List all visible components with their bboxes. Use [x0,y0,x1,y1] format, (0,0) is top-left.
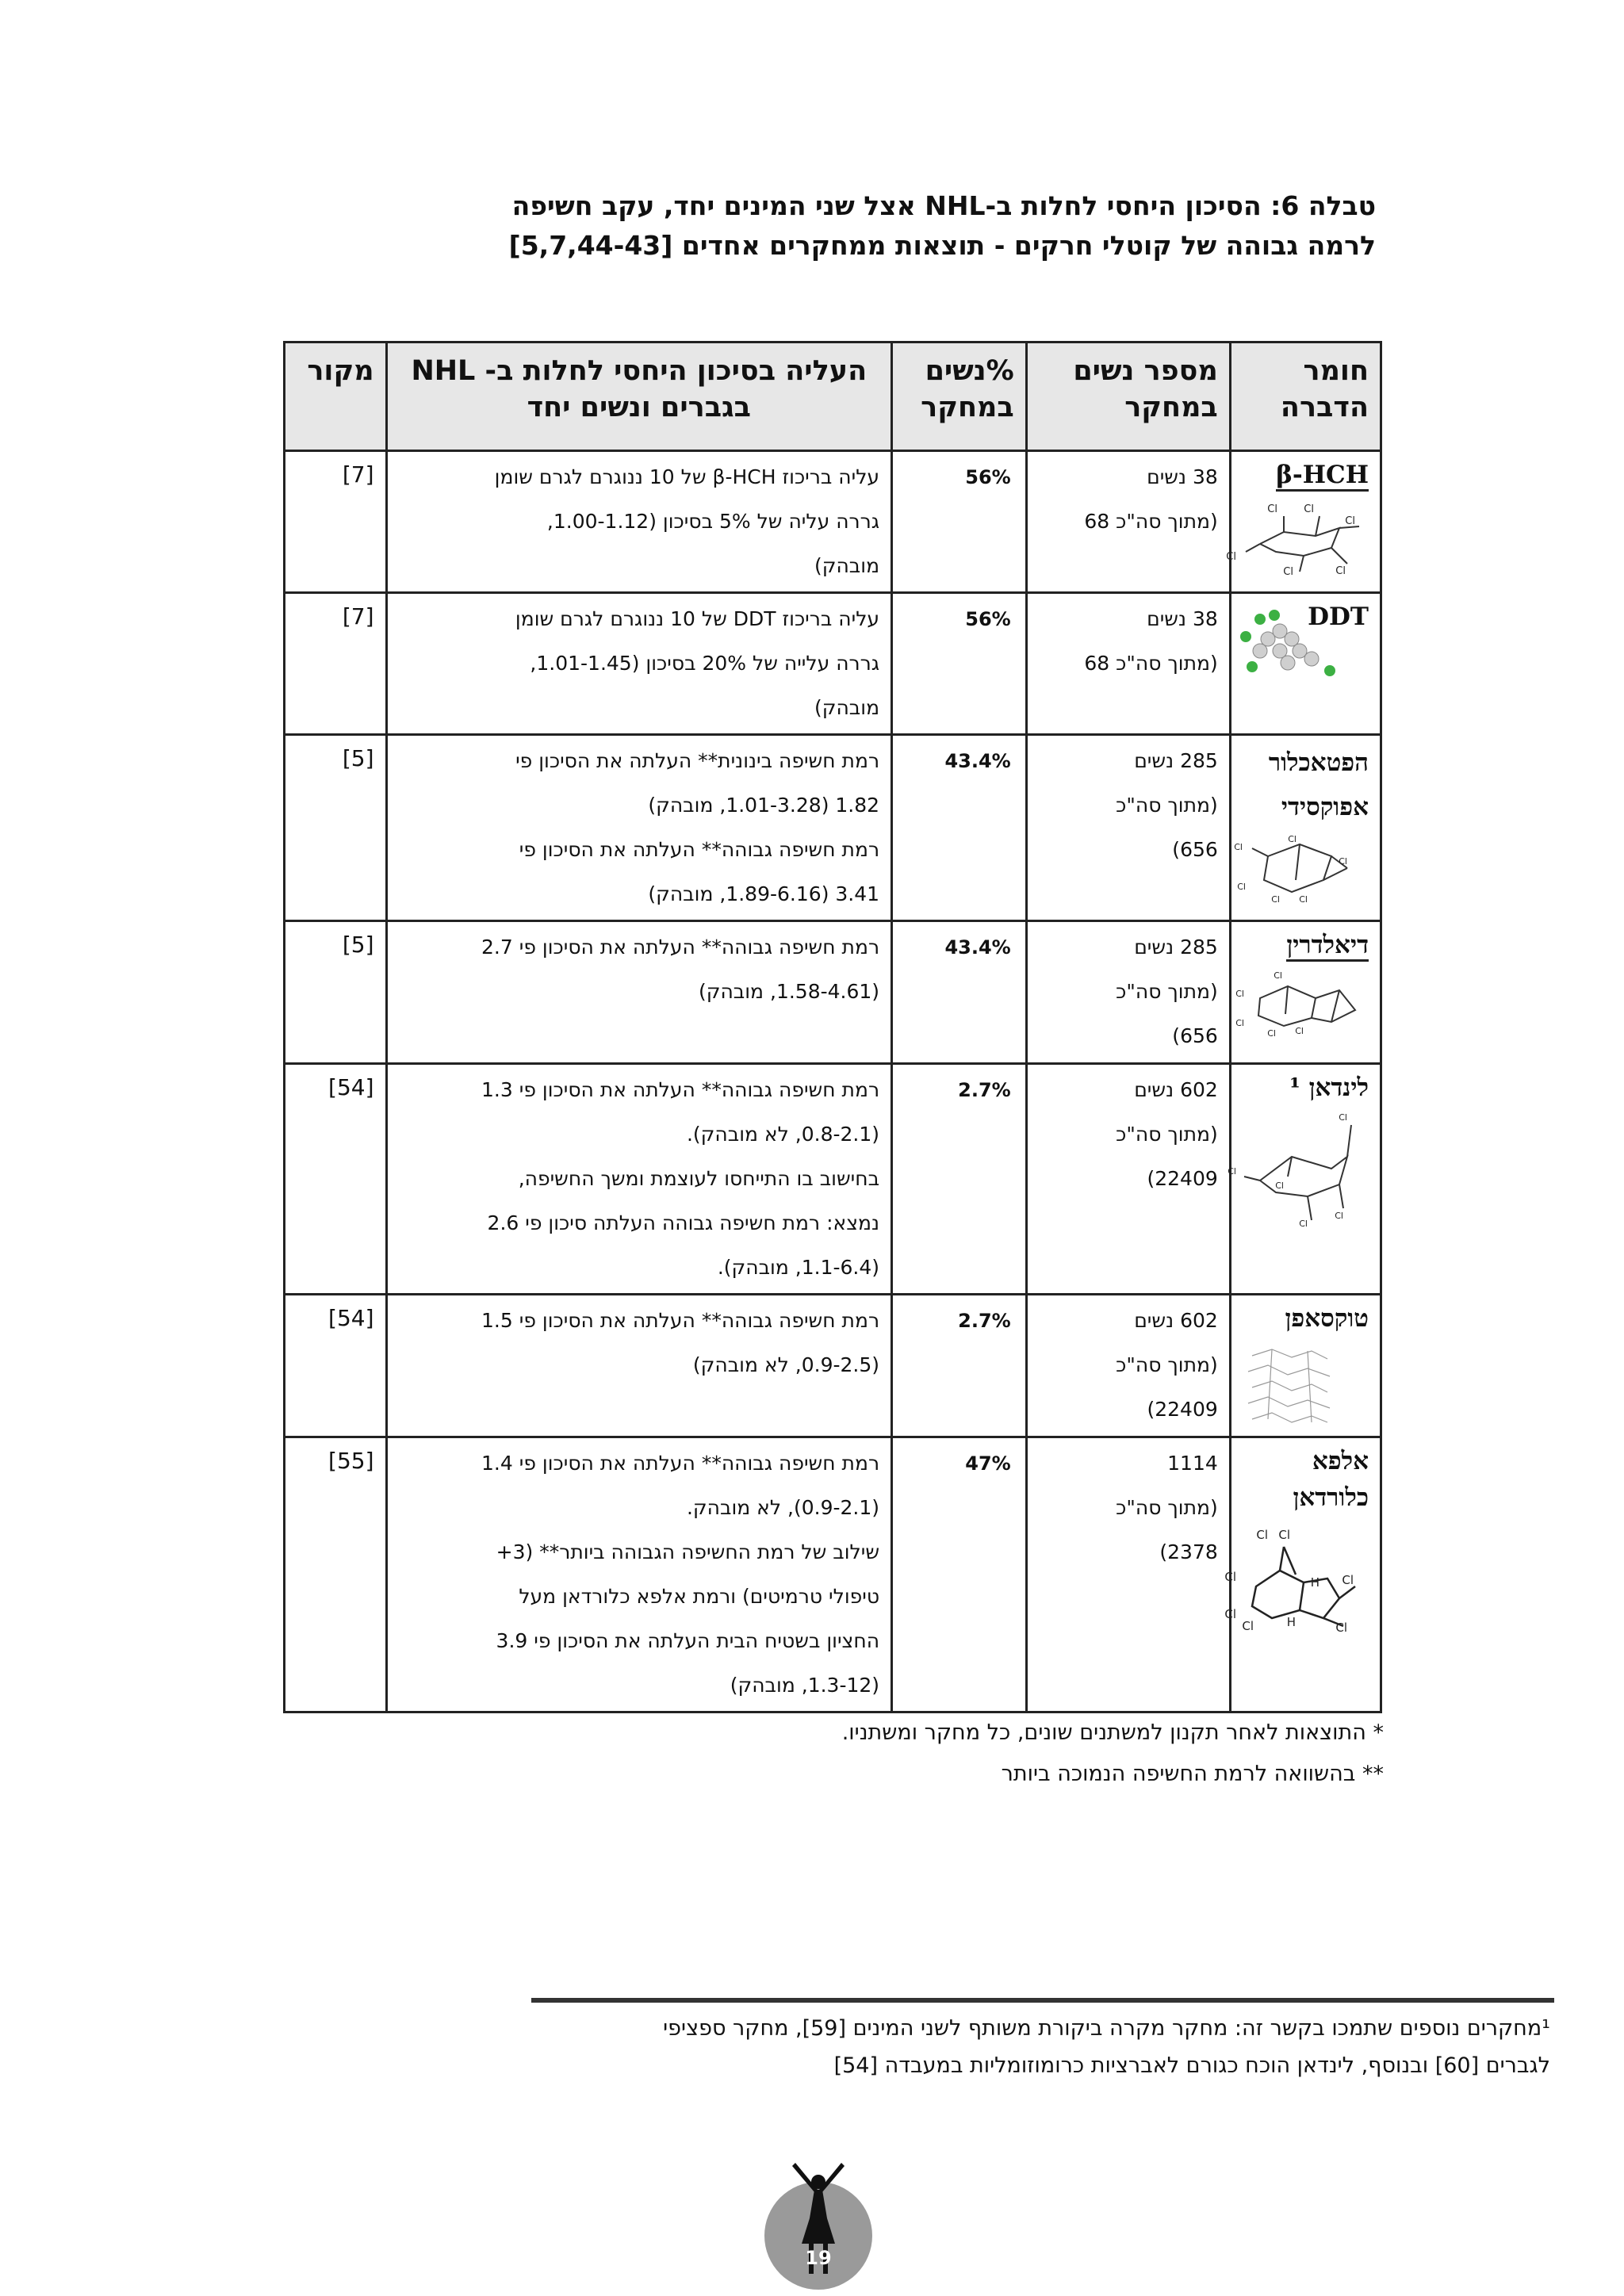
svg-text:Cl: Cl [1226,551,1236,563]
source-ref: [7] [342,603,374,629]
agent-name: DDT [1308,603,1369,631]
risk-line: מובהק) [814,554,880,577]
svg-text:Cl: Cl [1237,882,1246,892]
risk-line: רמת חשיפה בינונית** העלתה את הסיכון פי [515,749,880,772]
risk-line: החציון בשטיח הבית העלתה את הסיכון פי 3.9 [496,1629,880,1652]
risk-line: עליה בריכוז DDT של 10 ננוגרם לגרם שומן [515,607,880,630]
women-count: 285 נשים [1134,936,1218,959]
women-pct: 43.4% [944,750,1011,772]
svg-text:Cl: Cl [1304,503,1314,515]
svg-text:Cl: Cl [1234,842,1243,852]
women-count: 285 נשים [1134,749,1218,772]
women-total: (מתוך סה"כ [1116,1496,1218,1519]
svg-text:Cl: Cl [1228,1166,1236,1177]
table-row [285,735,1381,921]
page-number: 19 [805,2247,832,2269]
table-row [285,1295,1381,1437]
header-source: מקור [285,342,387,451]
women-count: 38 נשים [1147,607,1218,630]
dieldrin-molecule-icon [1236,966,1363,1038]
header-risk: העליה בסיכון היחסי לחלות ב- NHL בגברים ונשים יחד [386,342,892,451]
heptachlor-epoxide-molecule-icon [1236,832,1363,904]
agent-name: אלפא כלורדאן [1293,1447,1369,1512]
women-total: (מתוך סה"כ [1116,794,1218,817]
beta-hch-molecule-icon [1226,496,1371,578]
agent-name: β-HCH [1231,452,1380,493]
risk-line: גררה עלייה של 20% בסיכון (1.01-1.45, [530,652,880,675]
svg-text:H: H [1310,1575,1320,1590]
svg-text:Cl: Cl [1271,894,1280,905]
women-pct: 56% [965,466,1011,488]
risk-line: עליה בריכוז β-HCH של 10 ננוגרם לגרם שומן [494,465,880,488]
risk-line: טיפולי טרמיטים) ורמת אלפא כלורדאן מעל [519,1585,880,1608]
women-count: 38 נשים [1147,465,1218,488]
risk-line: גררה עליה של 5% בסיכון (1.00-1.12, [546,510,880,533]
risk-line: (0.9-2.1), לא מובהק. [686,1496,880,1519]
header-agent: חומר הדברה [1230,342,1381,451]
women-count: 602 נשים [1134,1309,1218,1332]
women-pct: 43.4% [944,936,1011,959]
risk-line: (1.3-12, מובהק) [730,1674,880,1697]
note-adjusted: * התוצאות לאחר תקנון למשתנים שונים, כל מחקר ומשתניו. [841,1720,1384,1745]
pesticide-risk-table [283,341,1382,1713]
svg-text:Cl: Cl [1235,1018,1244,1028]
women-pct: 2.7% [958,1079,1011,1101]
svg-text:Cl: Cl [1335,1211,1343,1221]
table-row [285,451,1381,593]
svg-text:Cl: Cl [1339,1112,1347,1123]
svg-text:Cl: Cl [1278,1528,1290,1542]
women-total: (מתוך סה"כ [1116,1123,1218,1146]
footnote-divider [531,1998,1554,2003]
svg-text:Cl: Cl [1235,989,1244,999]
svg-text:Cl: Cl [1288,834,1297,844]
table-title [508,186,1376,266]
svg-text:Cl: Cl [1256,1528,1268,1542]
note-comparison: ** בהשוואה לרמת החשיפה הנמוכה ביותר [1001,1762,1384,1786]
lindane-molecule-icon [1228,1109,1371,1229]
svg-text:Cl: Cl [1345,515,1355,527]
source-ref: [54] [328,1305,374,1331]
footnote-line-1: ¹מחקרים נוספים שתמכו בקשר זה: מחקר מקרה ביקורת משותף לשני המינים [59], מחקר ספציפי [663,2016,1550,2041]
women-count: 602 נשים [1134,1078,1218,1101]
women-total: 22409) [1147,1398,1218,1421]
women-total: (מתוך סה"כ [1116,980,1218,1003]
agent-name: דיאלדרין [1231,922,1380,963]
women-pct: 56% [965,608,1011,630]
source-ref: [5] [342,745,374,771]
svg-text:Cl: Cl [1342,1573,1354,1587]
table-title-line-1: טבלה 6: הסיכון היחסי לחלות ב-NHL אצל שני המינים יחד, עקב חשיפה [511,190,1376,221]
risk-line: 3.41 (1.89-6.16, מובהק) [648,882,880,905]
risk-line: נמצא: רמת חשיפה גבוהה העלתה סיכון פי 2.6 [487,1211,880,1234]
svg-text:Cl: Cl [1335,565,1346,577]
women-pct: 47% [965,1452,1011,1475]
women-total: 22409) [1147,1167,1218,1190]
alpha-chlordane-molecule-icon [1224,1519,1371,1638]
risk-line: מובהק) [814,696,880,719]
header-women-pct: %נשים במחקר [892,342,1027,451]
source-ref: [54] [328,1074,374,1100]
women-total: (מתוך סה"כ [1116,1353,1218,1376]
svg-text:Cl: Cl [1283,566,1293,578]
women-total: (מתוך סה"כ 68 [1084,510,1218,533]
risk-line: רמת חשיפה גבוהה** העלתה את הסיכון פי 2.7 [481,936,880,959]
table-notes [555,1712,1384,1795]
svg-text:Cl: Cl [1299,1219,1308,1229]
women-total: 656) [1172,838,1218,861]
svg-text:Cl: Cl [1335,1621,1347,1635]
risk-line: 1.82 (1.01-3.28, מובהק) [648,794,880,817]
women-count: 1114 [1167,1452,1218,1475]
table-title-line-2: לרמה גבוהה של קוטלי חרקים - תוצאות ממחקרים אחדים [5,7,44-43] [508,230,1376,261]
svg-text:H: H [1286,1615,1296,1629]
risk-line: (1.1-6.4, מובהק). [717,1256,880,1279]
footnote [533,2010,1550,2084]
women-pct: 2.7% [958,1310,1011,1332]
table-row [285,921,1381,1064]
agent-name: טוקסאפן [1285,1304,1369,1333]
risk-line: רמת חשיפה גבוהה** העלתה את הסיכון פי 1.5 [481,1309,880,1332]
women-total: (מתוך סה"כ 68 [1084,652,1218,675]
svg-text:Cl: Cl [1299,894,1308,905]
women-total: 2378) [1159,1540,1218,1563]
risk-line: רמת חשיפה גבוהה** העלתה את הסיכון פי 1.4 [481,1452,880,1475]
page-number-badge [759,2149,878,2291]
svg-text:Cl: Cl [1224,1570,1236,1584]
risk-line: (0.9-2.5, לא מובהק) [692,1353,880,1376]
svg-text:Cl: Cl [1267,503,1277,515]
agent-name: לינדאן ¹ [1289,1073,1369,1102]
risk-line: רמת חשיפה גבוהה** העלתה את הסיכון פי 1.3 [481,1078,880,1101]
svg-text:Cl: Cl [1267,1028,1276,1039]
svg-text:Cl: Cl [1274,970,1282,981]
svg-text:Cl: Cl [1242,1619,1254,1633]
agent-name: הפטאכלור אפוקסידי [1268,748,1369,821]
table-row [285,1437,1381,1712]
source-ref: [5] [342,932,374,958]
table-row [285,593,1381,735]
footnote-line-2: לגברים [60] ובנוסף, לינדאן הוכח כגורם לאברציות כרומוזומליות במעבדה [54] [833,2053,1550,2078]
source-ref: [7] [342,461,374,488]
table-row [285,1064,1381,1295]
women-total: 656) [1172,1024,1218,1047]
table-header-row [285,342,1381,451]
risk-line: רמת חשיפה גבוהה** העלתה את הסיכון פי [519,838,880,861]
source-ref: [55] [328,1448,374,1474]
header-women-count: מספר נשים במחקר [1026,342,1230,451]
risk-line: בחישוב בו התייחסו לעוצמת ומשך החשיפה, [518,1167,880,1190]
toxaphene-molecule-icon [1236,1340,1339,1427]
svg-text:Cl: Cl [1339,856,1347,867]
risk-line: (0.8-2.1, לא מובהק). [686,1123,880,1146]
risk-line: שילוב של רמת החשיפה הגבוהה ביותר** (3+ [496,1540,880,1563]
svg-text:Cl: Cl [1295,1026,1304,1036]
svg-text:Cl: Cl [1275,1181,1284,1191]
risk-line: (1.58-4.61, מובהק) [698,980,880,1003]
svg-text:Cl: Cl [1224,1607,1236,1621]
